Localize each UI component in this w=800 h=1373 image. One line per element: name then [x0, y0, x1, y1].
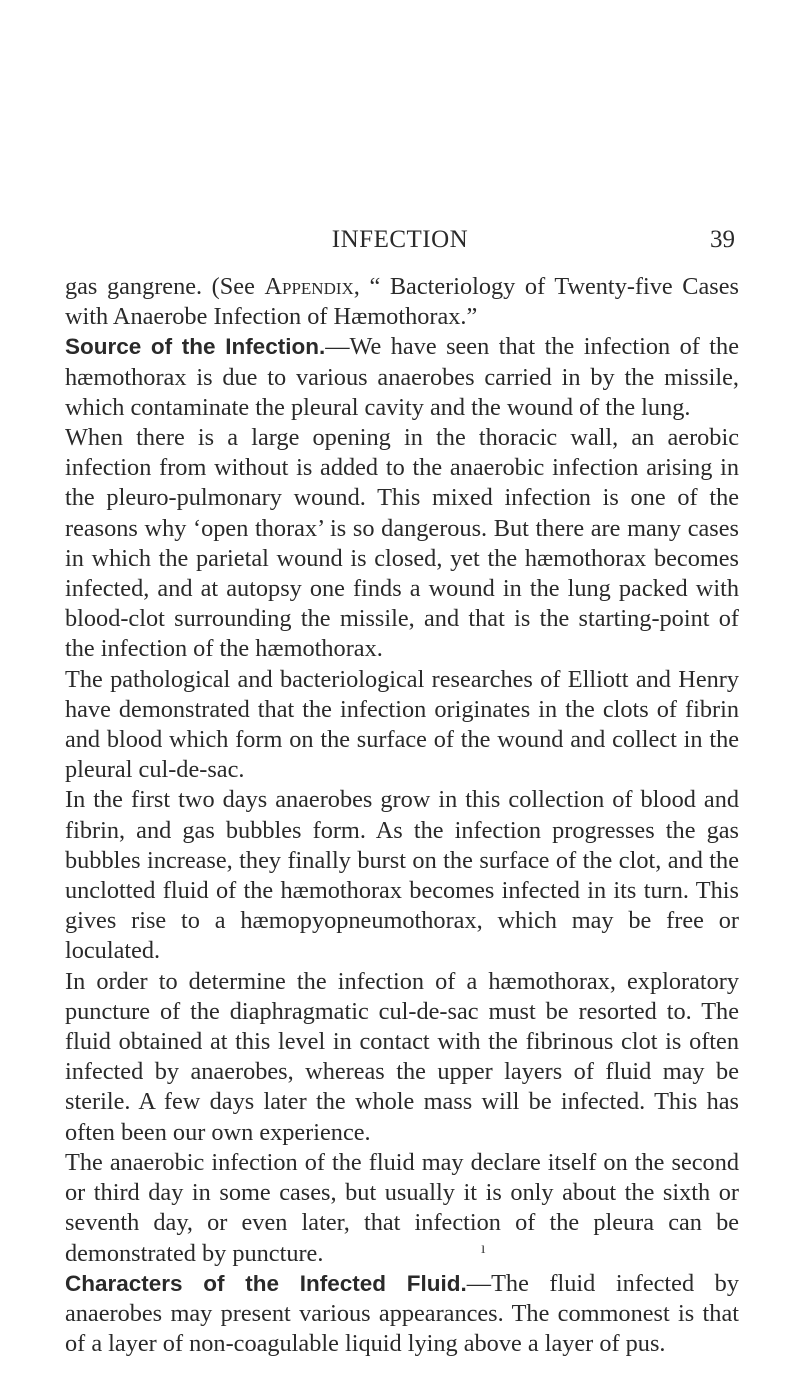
- section-heading-source: Source of the Infection.: [65, 334, 326, 360]
- paragraph-8: [65, 1269, 739, 1360]
- paragraph-7: The anaerobic infection of the fluid may declare itself on the second or third day in some cases, but usually it is only about the sixth or seventh day, or even later, that infection of the pleura can be demonstrated by puncture.: [65, 1148, 739, 1267]
- p2-text: —We have seen that the infection of the hæmothorax is due to various anaerobes carried in by the missile, which contaminate the pleural cavity and the wound of the lung.: [65, 333, 739, 421]
- p1-after: “ Bacteriology of Twenty-five Cases with Anaerobe Infection of Hæmothorax.”: [65, 273, 739, 331]
- page-header: [0, 226, 800, 258]
- footer-mark: ı: [481, 1240, 486, 1257]
- paragraph-2: [65, 332, 739, 423]
- section-heading-characters: Characters of the Infected Fluid.: [65, 1270, 467, 1296]
- paragraph-6: In order to determine the infection of a hæmothorax, exploratory puncture of the diaphragmatic cul-de-sac must be resorted to. The fluid obtained at this level in contact with the fibrinous clot is often infected by anaerobes, whereas the upper layers of fluid may be sterile. A few days later the whole mass will be infected. This has often been our own experience.: [65, 967, 739, 1146]
- p8-text: —The fluid infected by anaerobes may present various appearances. The commonest is that of a layer of non-coagulable liquid lying above a layer of pus.: [65, 1269, 739, 1358]
- appendix-reference: Appendix,: [264, 273, 360, 300]
- running-title: INFECTION: [331, 226, 469, 253]
- paragraph-5: In the first two days anaerobes grow in this collection of blood and fibrin, and gas bubbles form. As the infection progresses the gas bubbles increase, they finally burst on the surface of the clot, and the unclotted fluid of the hæmothorax becomes infected in its turn. This gives rise to a hæmopyopneumothorax, which may be free or loculated.: [65, 786, 739, 965]
- paragraph-3: When there is a large opening in the thoracic wall, an aerobic infection from without is added to the anaerobic infection arising in the pleuro-pulmonary wound. This mixed infection is one of the reasons why ‘open thorax’ is so dangerous. But there are many cases in which the parietal wound is closed, yet the hæmothorax becomes infected, and at autopsy one finds a wound in the lung packed with blood-clot surrounding the missile, and that is the starting-point of the infection of the hæmothorax.: [65, 424, 739, 663]
- paragraph-4: The pathological and bacteriological researches of Elliott and Henry have demonstrated that the infection originates in the clots of fibrin and blood which form on the surface of the wound and collect in the pleural cul-de-sac.: [65, 665, 739, 784]
- body-text: [65, 272, 739, 1359]
- p1-before: gas gangrene. (See: [65, 273, 265, 300]
- paragraph-1: [65, 272, 739, 332]
- page-number: 39: [710, 226, 735, 253]
